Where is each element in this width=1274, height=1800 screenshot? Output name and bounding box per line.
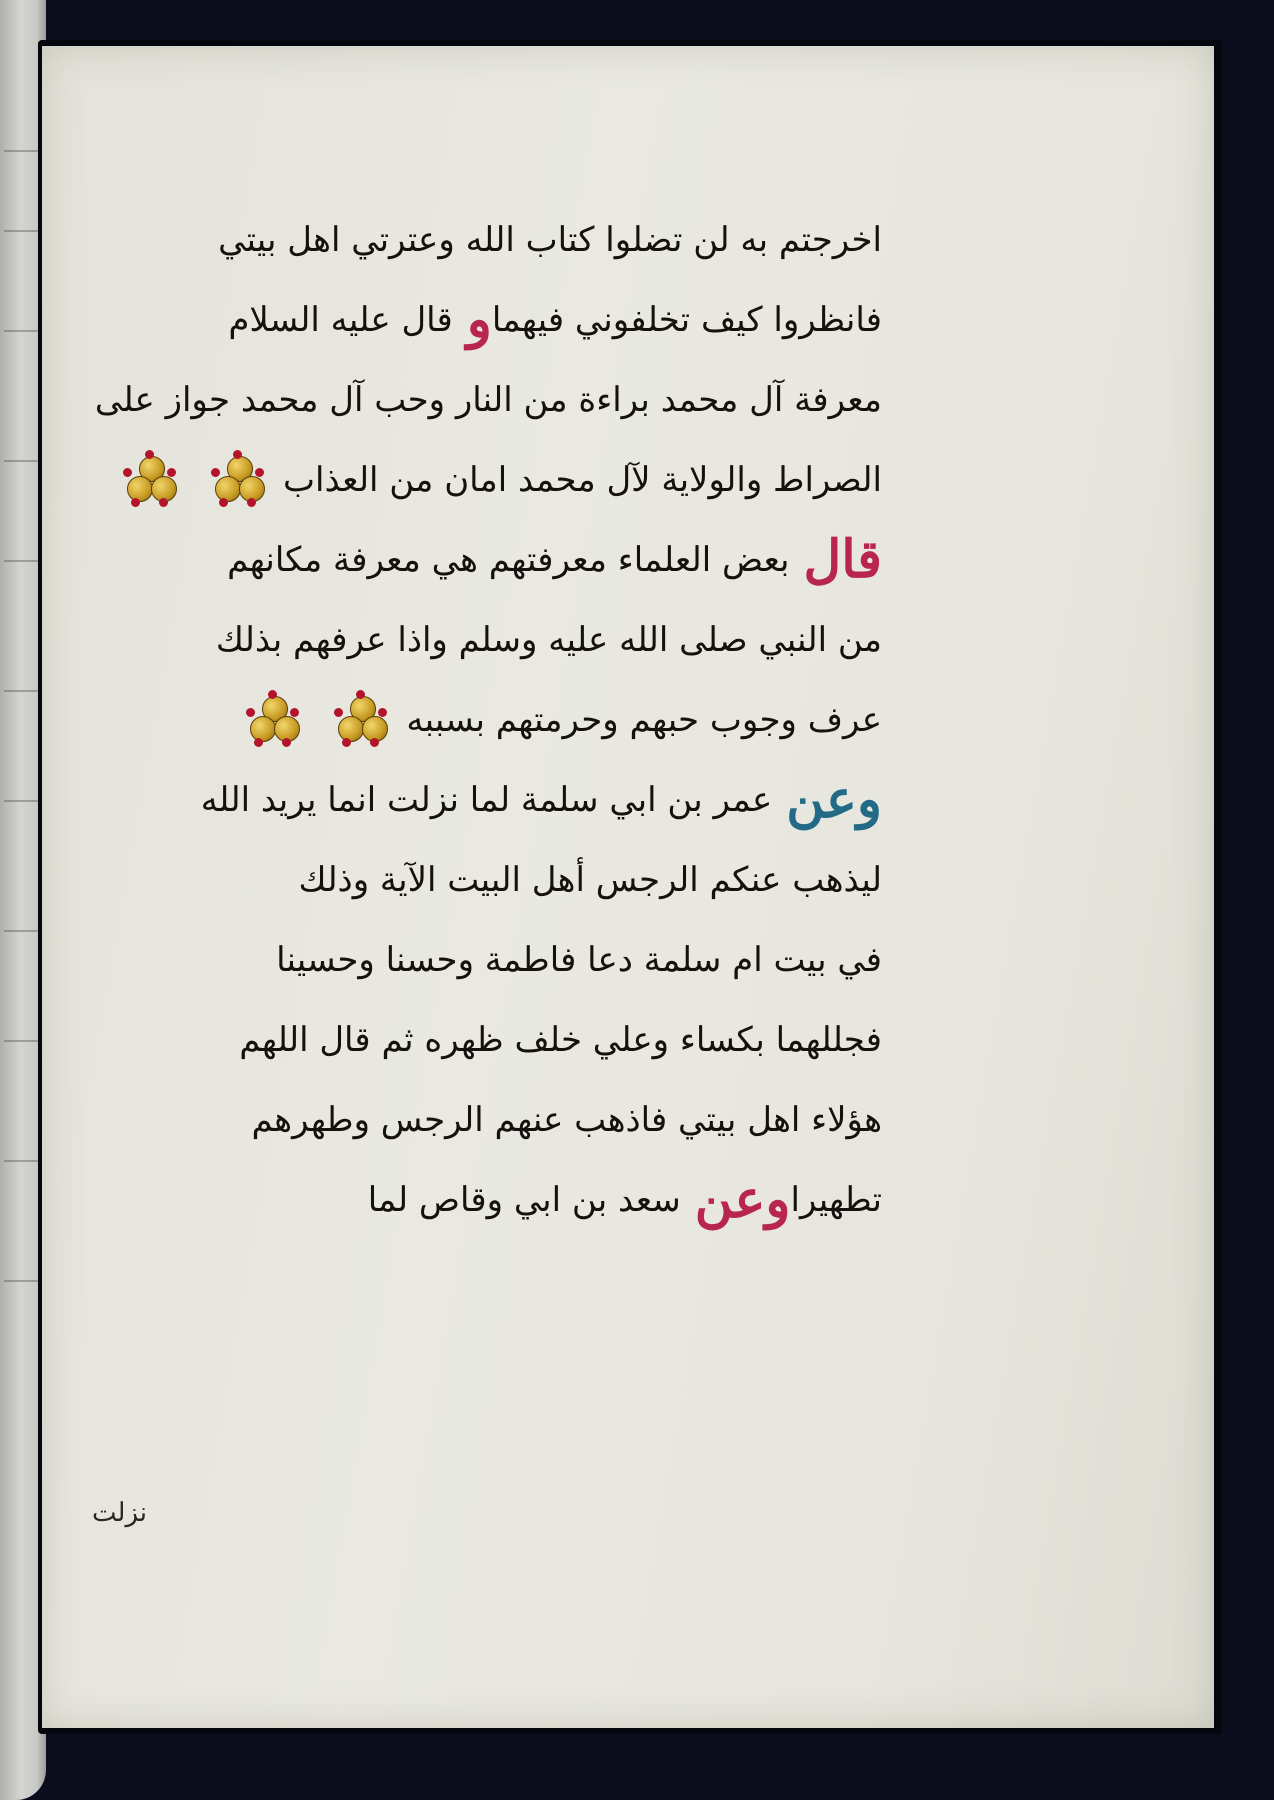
text-line bbox=[92, 1080, 882, 1160]
line-text: هؤلاء اهل بيتي فاذهب عنهم الرجس وطهرهم bbox=[251, 1100, 882, 1140]
gold-medallion-icon bbox=[209, 450, 269, 510]
line-text: فجللهما بكساء وعلي خلف ظهره ثم قال اللهم bbox=[239, 1020, 882, 1060]
text-block bbox=[92, 200, 882, 1240]
text-line bbox=[92, 1000, 882, 1080]
line-text: سعد بن ابي وقاص لما bbox=[367, 1180, 681, 1220]
text-line bbox=[92, 920, 882, 1000]
text-line bbox=[92, 680, 882, 760]
text-line bbox=[92, 520, 882, 600]
line-text: من النبي صلى الله عليه وسلم واذا عرفهم بذلك bbox=[215, 620, 882, 660]
text-line bbox=[92, 1160, 882, 1240]
text-line bbox=[92, 440, 882, 520]
line-text: ليذهب عنكم الرجس أهل البيت الآية وذلك bbox=[298, 860, 882, 900]
line-text: معرفة آل محمد براءة من النار وحب آل محمد جواز على bbox=[94, 380, 882, 420]
text-line bbox=[92, 760, 882, 840]
line-text: اخرجتم به لن تضلوا كتاب الله وعترتي اهل بيتي bbox=[218, 220, 882, 260]
gold-medallion-icon bbox=[121, 450, 181, 510]
text-line bbox=[92, 280, 882, 360]
line-text: عمر بن ابي سلمة لما نزلت انما يريد الله bbox=[200, 780, 773, 820]
line-text: بعض العلماء معرفتهم هي معرفة مكانهم bbox=[227, 540, 790, 580]
rubric-word: و bbox=[466, 289, 492, 350]
line-text: عرف وجوب حبهم وحرمتهم بسببه bbox=[406, 700, 882, 740]
line-text: فانظروا كيف تخلفوني فيهما bbox=[491, 300, 882, 340]
catchword: نزلت bbox=[92, 1498, 148, 1528]
text-line bbox=[92, 360, 882, 440]
text-line bbox=[92, 600, 882, 680]
line-text: في بيت ام سلمة دعا فاطمة وحسنا وحسينا bbox=[276, 940, 882, 980]
text-line bbox=[92, 200, 882, 280]
rubric-word: وعن bbox=[786, 769, 882, 830]
rubric-word: وعن bbox=[694, 1169, 791, 1230]
line-text: الصراط والولاية لآل محمد امان من العذاب bbox=[282, 460, 882, 500]
line-text: تطهيرا bbox=[790, 1180, 882, 1220]
line-text: قال عليه السلام bbox=[228, 300, 453, 340]
gold-medallion-icon bbox=[244, 690, 304, 750]
rubric-word: قال bbox=[803, 529, 882, 590]
text-line bbox=[92, 840, 882, 920]
gold-medallion-icon bbox=[332, 690, 392, 750]
